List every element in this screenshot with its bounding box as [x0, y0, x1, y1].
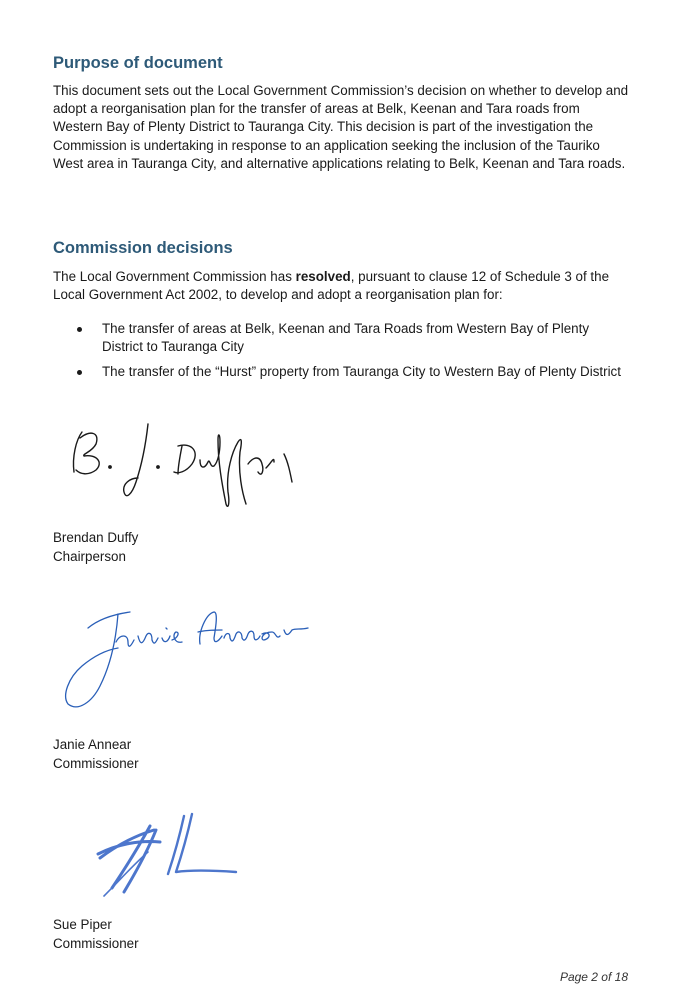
signatory-block	[53, 529, 138, 566]
signatory-block	[53, 916, 139, 953]
decision-list	[53, 320, 623, 389]
signatory-block	[53, 736, 139, 773]
signature-janie-annear	[58, 600, 318, 715]
decision-item	[53, 363, 623, 381]
decision-item-text: The transfer of areas at Belk, Keenan and Tara Roads from Western Bay of Plenty District to Tauranga City	[102, 321, 590, 355]
decisions-intro	[53, 268, 633, 304]
decisions-heading: Commission decisions	[53, 239, 233, 257]
intro-text-before: The Local Government Commission has	[53, 269, 296, 284]
signatory-name: Brendan Duffy	[53, 530, 139, 545]
purpose-paragraph: This document sets out the Local Government Commission’s decision on whether to develop and adopt a reorganisation plan for the transfer of areas at Belk, Keenan and Tara roads from Western Bay of Plenty District to Tauranga City. This decision is part of the investigation the Commission is undertaking in response to an application seeking the inclusion of the Tauriko West area in Tauranga City, and alternative applications relating to Belk, Keenan and Tara roads.	[53, 83, 629, 171]
signatory-role: Chairperson	[53, 548, 126, 564]
signatory-name: Sue Piper	[53, 917, 112, 932]
resolved-bold: resolved	[295, 269, 351, 284]
decision-item	[53, 320, 623, 356]
bullet-icon	[77, 327, 82, 332]
signatory-name: Janie Annear	[53, 737, 132, 752]
signature-brendan-duffy	[60, 412, 310, 512]
signatory-role: Commissioner	[53, 755, 139, 771]
signatory-role: Commissioner	[53, 935, 139, 951]
intro-text-after: , pursuant to clause 12 of Schedule 3 of the Local Government Act 2002, to develop and adopt a reorganisation plan for:	[53, 269, 610, 303]
signature-sue-piper	[88, 800, 248, 900]
bullet-icon	[77, 370, 82, 375]
page-number: Page 2 of 18	[559, 970, 628, 984]
purpose-heading: Purpose of document	[53, 54, 223, 72]
decision-item-text: The transfer of the “Hurst” property from Tauranga City to Western Bay of Plenty District	[102, 364, 621, 380]
